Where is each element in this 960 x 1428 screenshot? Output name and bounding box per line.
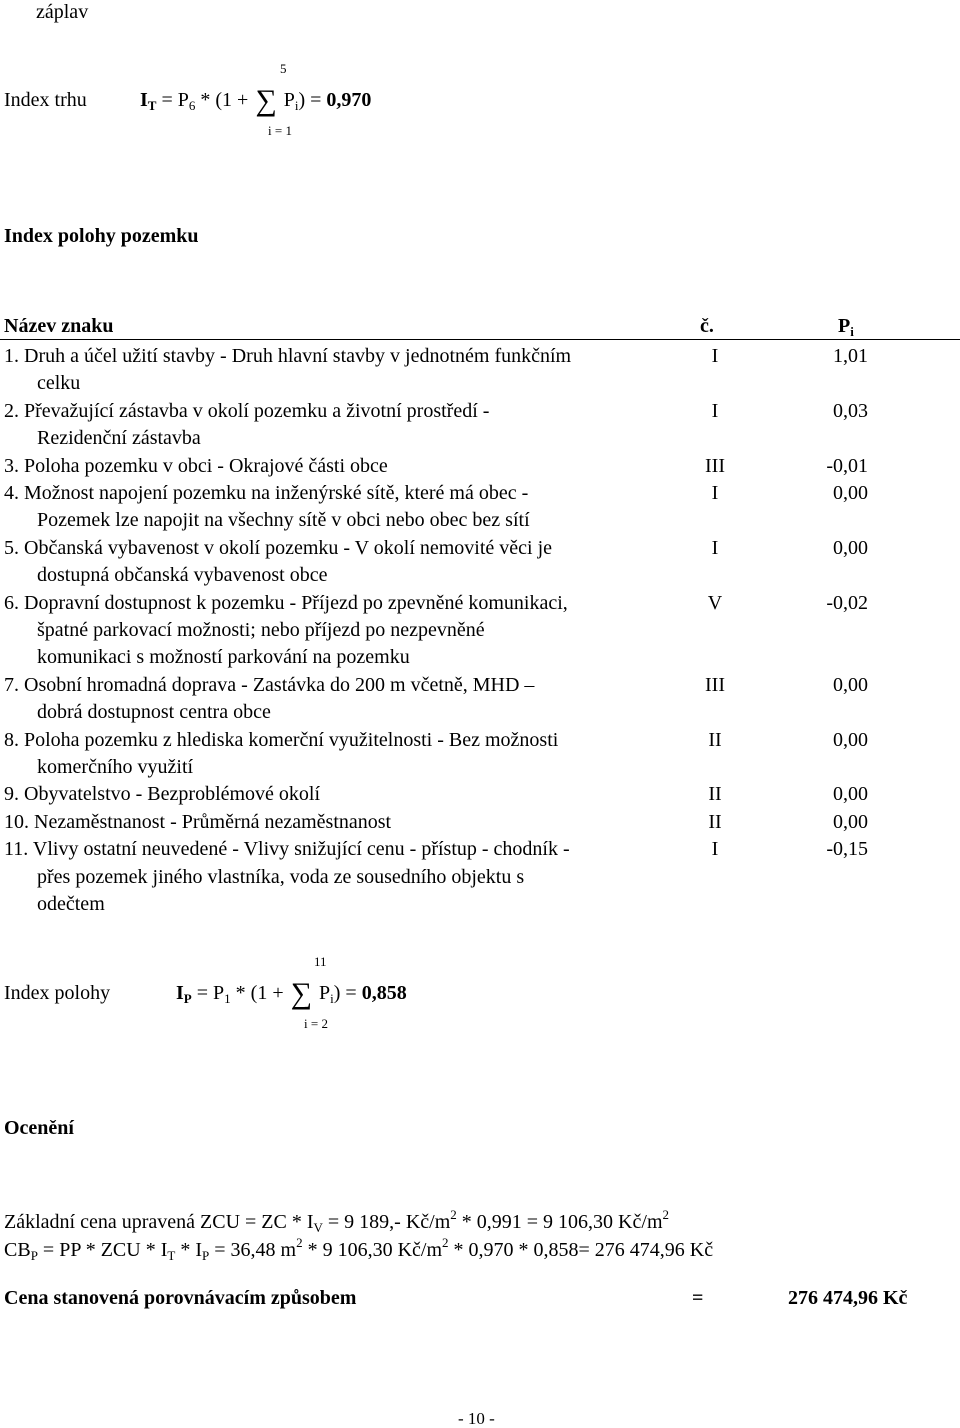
section-title: Index polohy pozemku bbox=[4, 225, 199, 247]
criterion-class: II bbox=[708, 810, 722, 833]
final-price-label: Cena stanovená porovnávacím způsobem bbox=[4, 1287, 357, 1309]
zcu-sup: 2 bbox=[450, 1207, 457, 1222]
criterion-line: 7. Osobní hromadná doprava - Zastávka do 200 m včetně, MHD – bbox=[4, 673, 535, 696]
criterion-class: I bbox=[711, 838, 719, 861]
criterion-pi: 0,00 bbox=[833, 783, 868, 806]
formula-part: * (1 + bbox=[230, 982, 289, 1004]
criterion-line: celku bbox=[37, 372, 81, 395]
header-pi-label: P bbox=[838, 315, 851, 337]
zcu-text: = 9 189,- Kč/m bbox=[322, 1211, 451, 1233]
criterion-pi: -0,15 bbox=[826, 838, 868, 861]
cbp-text: * 9 106,30 Kč/m bbox=[302, 1239, 443, 1261]
criterion-pi: 0,00 bbox=[833, 728, 868, 751]
zcu-sup: 2 bbox=[662, 1207, 669, 1222]
cbp-sup: 2 bbox=[442, 1235, 449, 1250]
formula-lhs: I bbox=[176, 982, 184, 1004]
criterion-name bbox=[4, 590, 674, 672]
criterion-name bbox=[4, 836, 674, 918]
criterion-name bbox=[4, 809, 674, 836]
zcu-text: Základní cena upravená ZCU = ZC * I bbox=[4, 1211, 314, 1233]
page-top-word: záplav bbox=[36, 1, 89, 23]
zcu-line bbox=[4, 1208, 669, 1234]
criterion-name bbox=[4, 343, 674, 398]
criterion-pi: 0,03 bbox=[833, 399, 868, 422]
zcu-text: * 0,991 = 9 106,30 Kč/m bbox=[456, 1211, 663, 1233]
criterion-class: V bbox=[707, 591, 723, 614]
cbp-text: * I bbox=[175, 1239, 202, 1261]
formula-part: ) = bbox=[298, 89, 327, 111]
formula-part: = P bbox=[156, 89, 189, 111]
cbp-text: CB bbox=[4, 1239, 31, 1261]
criterion-name bbox=[4, 535, 674, 590]
index-trhu-label: Index trhu bbox=[4, 89, 87, 111]
criterion-name bbox=[4, 781, 674, 808]
cbp-text: = PP * ZCU * I bbox=[37, 1239, 168, 1261]
cbp-text: = 36,48 m bbox=[209, 1239, 297, 1261]
criterion-line: komunikaci s možností parkování na pozemku bbox=[37, 646, 410, 669]
sum-upper-limit: 5 bbox=[280, 61, 287, 76]
criterion-class: III bbox=[705, 673, 725, 696]
formula-lhs: I bbox=[140, 89, 148, 111]
criterion-line: dostupná občanská vybavenost obce bbox=[37, 564, 328, 587]
zcu-sub: V bbox=[313, 1220, 323, 1235]
criterion-line: Rezidenční zástavba bbox=[37, 427, 201, 450]
oceneni-title: Ocenění bbox=[4, 1117, 74, 1139]
sum-upper-limit: 11 bbox=[314, 954, 327, 969]
formula-sub: i bbox=[294, 98, 299, 113]
formula-part: = P bbox=[191, 982, 225, 1004]
criterion-line: 3. Poloha pozemku v obci - Okrajové části obce bbox=[4, 454, 388, 477]
criterion-line: 2. Převažující zástavba v okolí pozemku a životní prostředí - bbox=[4, 399, 490, 422]
criterion-pi: -0,01 bbox=[826, 454, 868, 477]
index-trhu-formula bbox=[140, 86, 371, 116]
formula-sub: 1 bbox=[224, 991, 231, 1006]
criterion-line: 10. Nezaměstnanost - Průměrná nezaměstnanost bbox=[4, 810, 392, 833]
criterion-name bbox=[4, 672, 674, 727]
formula-part: P bbox=[314, 982, 331, 1004]
header-divider bbox=[0, 339, 960, 340]
criterion-pi: 1,01 bbox=[833, 345, 868, 367]
page-number: - 10 - bbox=[458, 1409, 495, 1428]
formula-result: 0,970 bbox=[326, 89, 372, 111]
criterion-line: dobrá dostupnost centra obce bbox=[37, 701, 271, 724]
header-pi-sub: i bbox=[850, 324, 854, 339]
index-polohy-label: Index polohy bbox=[4, 982, 111, 1004]
formula-lhs-sub: P bbox=[183, 991, 192, 1006]
criterion-line: komerčního využití bbox=[37, 756, 194, 778]
sum-lower-limit: i = 1 bbox=[268, 123, 292, 138]
formula-lhs-sub: T bbox=[147, 98, 157, 113]
header-nazev-znaku: Název znaku bbox=[4, 315, 114, 337]
criterion-line: 11. Vlivy ostatní neuvedené - Vlivy snižující cenu - přístup - chodník - bbox=[4, 838, 570, 861]
header-cislo: č. bbox=[700, 315, 714, 337]
criterion-pi: 0,00 bbox=[833, 482, 868, 504]
criterion-line: přes pozemek jiného vlastníka, voda ze sousedního objektu s bbox=[37, 865, 525, 888]
criterion-class: I bbox=[711, 536, 719, 559]
criterion-name bbox=[4, 453, 674, 480]
index-polohy-formula bbox=[176, 979, 407, 1009]
formula-sub: 6 bbox=[188, 98, 196, 113]
criterion-name bbox=[4, 398, 674, 453]
cbp-sub: P bbox=[30, 1248, 38, 1263]
sigma-icon: ∑ bbox=[290, 977, 312, 1010]
criterion-class: II bbox=[708, 783, 722, 806]
sigma-icon: ∑ bbox=[255, 84, 277, 117]
criterion-class: I bbox=[711, 482, 719, 504]
criterion-line: 9. Obyvatelstvo - Bezproblémové okolí bbox=[4, 783, 321, 806]
criterion-line: 1. Druh a účel užití stavby - Druh hlavní stavby v jednotném funkčním bbox=[4, 345, 572, 367]
criterion-line: 8. Poloha pozemku z hlediska komerční využitelnosti - Bez možnosti bbox=[4, 728, 559, 751]
cbp-sup: 2 bbox=[296, 1235, 303, 1250]
cbp-sub: T bbox=[167, 1248, 176, 1263]
final-price-value: 276 474,96 Kč bbox=[788, 1287, 908, 1309]
criterion-line: odečtem bbox=[37, 893, 105, 915]
criterion-line: 5. Občanská vybavenost v okolí pozemku - V okolí nemovité věci je bbox=[4, 536, 553, 559]
criterion-line: špatné parkovací možnosti; nebo příjezd po nezpevněné bbox=[37, 619, 485, 641]
criterion-class: II bbox=[708, 728, 722, 751]
criterion-name bbox=[4, 480, 674, 535]
formula-part: ) = bbox=[333, 982, 362, 1004]
cbp-text: * 0,970 * 0,858= 276 474,96 Kč bbox=[448, 1239, 714, 1261]
criterion-line: Pozemek lze napojit na všechny sítě v obci nebo obec bez sítí bbox=[37, 509, 530, 532]
header-pi bbox=[838, 316, 854, 338]
criterion-class: III bbox=[705, 454, 725, 477]
formula-sub: i bbox=[330, 991, 334, 1006]
criterion-pi: -0,02 bbox=[826, 591, 868, 614]
sum-lower-limit: i = 2 bbox=[304, 1016, 328, 1031]
cbp-sub: P bbox=[202, 1248, 210, 1263]
criterion-class: I bbox=[711, 345, 719, 367]
criterion-class: I bbox=[711, 399, 719, 422]
criterion-line: 4. Možnost napojení pozemku na inženýrské sítě, které má obec - bbox=[4, 482, 529, 504]
formula-part: P bbox=[278, 89, 295, 111]
criterion-pi: 0,00 bbox=[833, 810, 868, 833]
criterion-pi: 0,00 bbox=[833, 536, 868, 559]
formula-result: 0,858 bbox=[361, 982, 407, 1004]
cbp-line bbox=[4, 1236, 713, 1262]
criterion-pi: 0,00 bbox=[833, 673, 868, 696]
criterion-name bbox=[4, 727, 674, 782]
final-price-equals: = bbox=[692, 1287, 704, 1309]
criterion-line: 6. Dopravní dostupnost k pozemku - Příjezd po zpevněné komunikaci, bbox=[4, 591, 568, 614]
formula-part: * (1 + bbox=[195, 89, 254, 111]
